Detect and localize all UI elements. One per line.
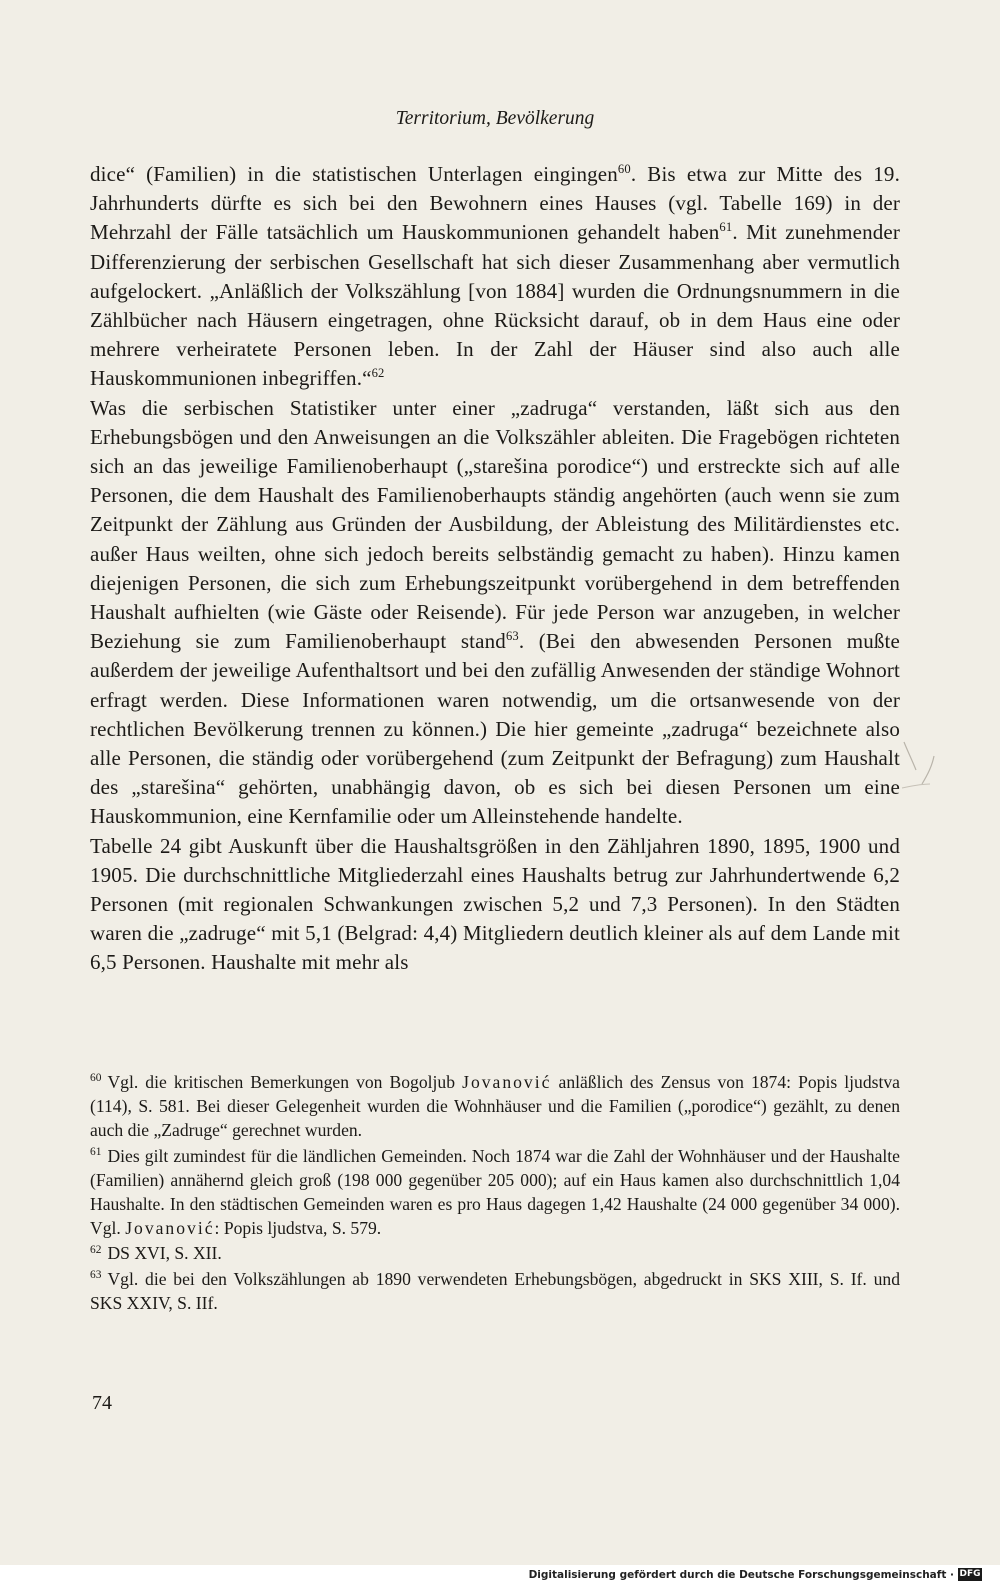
footer-bar [0, 1565, 1000, 1583]
paragraph-2: Was die serbischen Statistiker unter einer „zadruga“ verstanden, läßt sich aus den Erhebungsbögen und den Anweisungen an die Volkszähler ableiten. Die Fragebögen richteten sich an das jeweilige Familienoberhaupt („starešina porodice“) und erstreckte sich auf alle Personen, die dem Haushalt des Familienoberhaupts ständig angehörten (auch wenn sie zum Zeitpunkt der Zählung aus Gründen der Ausbildung, der Ableistung des Militärdienstes etc. außer Haus weilten, ohne sich jedoch bereits selbständig gemacht zu haben). Hinzu kamen diejenigen Personen, die sich zum Erhebungszeitpunkt vorübergehend in dem betreffenden Haushalt aufhielten (wie Gäste oder Reisende). Für jede Person war anzugeben, in welcher Beziehung sie zum Familienoberhaupt stand$^{63}$. (Bei den abwesenden Personen mußte außerdem der jeweilige Aufenthaltsort und bei den zufällig Anwesenden der ständige Wohnort erfragt werden. Diese Informationen waren notwendig, um die ortsanwesende von der rechtlichen Bevölkerung trennen zu können.) Die hier gemeinte „zadruga“ bezeichnete also alle Personen, die ständig oder vorübergehend (zum Zeitpunkt der Befragung) zum Haushalt des „starešina“ gehörten, unabhängig davon, ob es sich bei diesen Personen um eine Hauskommunion, eine Kernfamilie oder um Alleinstehende handelte. [90, 395, 900, 829]
footnote-ref-60[interactable]: 60 [617, 162, 631, 176]
funding-credit: Digitalisierung gefördert durch die Deutsche Forschungsgemeinschaft · [528, 1569, 954, 1581]
footnote-ref-61[interactable]: 61 [719, 220, 733, 235]
page-number: 74 [92, 1392, 112, 1414]
footnote-63: $^{63}$ Vgl. die bei den Volkszählungen ab 1890 verwendeten Erhebungsbögen, abgedruckt in SKS XIII, S. If. und SKS XXIV, S. IIf. [90, 1268, 900, 1313]
footnote-ref-62[interactable]: 62 [371, 366, 385, 381]
running-header: Territorium, Bevölkerung [395, 108, 595, 129]
paragraph-1: dice“ (Familien) in die statistischen Unterlagen eingingen$^{60}$. Bis etwa zur Mitte des 19. Jahrhunderts dürfte es sich bei den Bewohnern eines Hauses (vgl. Tabelle 169) in der Mehrzahl der Fälle tatsächlich um Hauskommunionen gehandelt haben$^{61}$. Mit zunehmender Differenzierung der serbischen Gesellschaft hat sich dieser Zusammenhang aber vermutlich aufgelockert. „Anläßlich der Volkszählung [von 1884] wurden die Ordnungsnummern in die Zählbücher nach Häusern eingetragen, ohne Rücksicht darauf, ob in dem Haus eine oder mehrere verheiratete Personen leben. In der Zahl der Häuser sind also auch alle Hauskommunionen inbegriffen.“$^{62}$ [90, 162, 900, 391]
main-text [90, 160, 900, 978]
footnotes [90, 1070, 900, 1316]
footnote-60: $^{60}$ Vgl. die kritischen Bemerkungen von Bogoljub Jovanović anläßlich des Zensus von 1874: Popis ljudstva (114), S. 581. Bei dieser Gelegenheit wurden die Wohnhäuser und die Familien („porodice“) gezählt, zu denen auch die „Zadruge“ gerechnet wurden. [90, 1072, 900, 1141]
paragraph-3: Tabelle 24 gibt Auskunft über die Haushaltsgrößen in den Zähljahren 1890, 1895, 1900 und 1905. Die durchschnittliche Mitgliederzahl eines Haushalts betrug zur Jahrhundertwende 6,2 Personen (mit regionalen Schwankungen zwischen 5,2 und 7,3 Personen). In den Städten waren die „zadruge“ mit 5,1 (Belgrad: 4,4) Mitgliedern deutlich kleiner als auf dem Lande mit 6,5 Personen. Haushalte mit mehr als [90, 833, 900, 975]
margin-pencil-mark [898, 740, 940, 800]
dfg-logo-icon: DFG [959, 1569, 981, 1579]
footnote-ref-63[interactable]: 63 [505, 629, 519, 644]
footnote-62: $^{62}$ DS XVI, S. XII. [90, 1243, 222, 1264]
footnote-61: $^{61}$ Dies gilt zumindest für die ländlichen Gemeinden. Noch 1874 war die Zahl der Wohnhäuser und der Haushalte (Familien) annähernd gleich groß (198 000 gegenüber 205 000); auf ein Haus kamen also durchschnittlich 1,04 Haushalte. In den städtischen Gemeinden waren es pro Haus dagegen 1,42 Haushalte (24 000 gegenüber 34 000). Vgl. Jovanović: Popis ljudstva, S. 579. [90, 1145, 900, 1239]
